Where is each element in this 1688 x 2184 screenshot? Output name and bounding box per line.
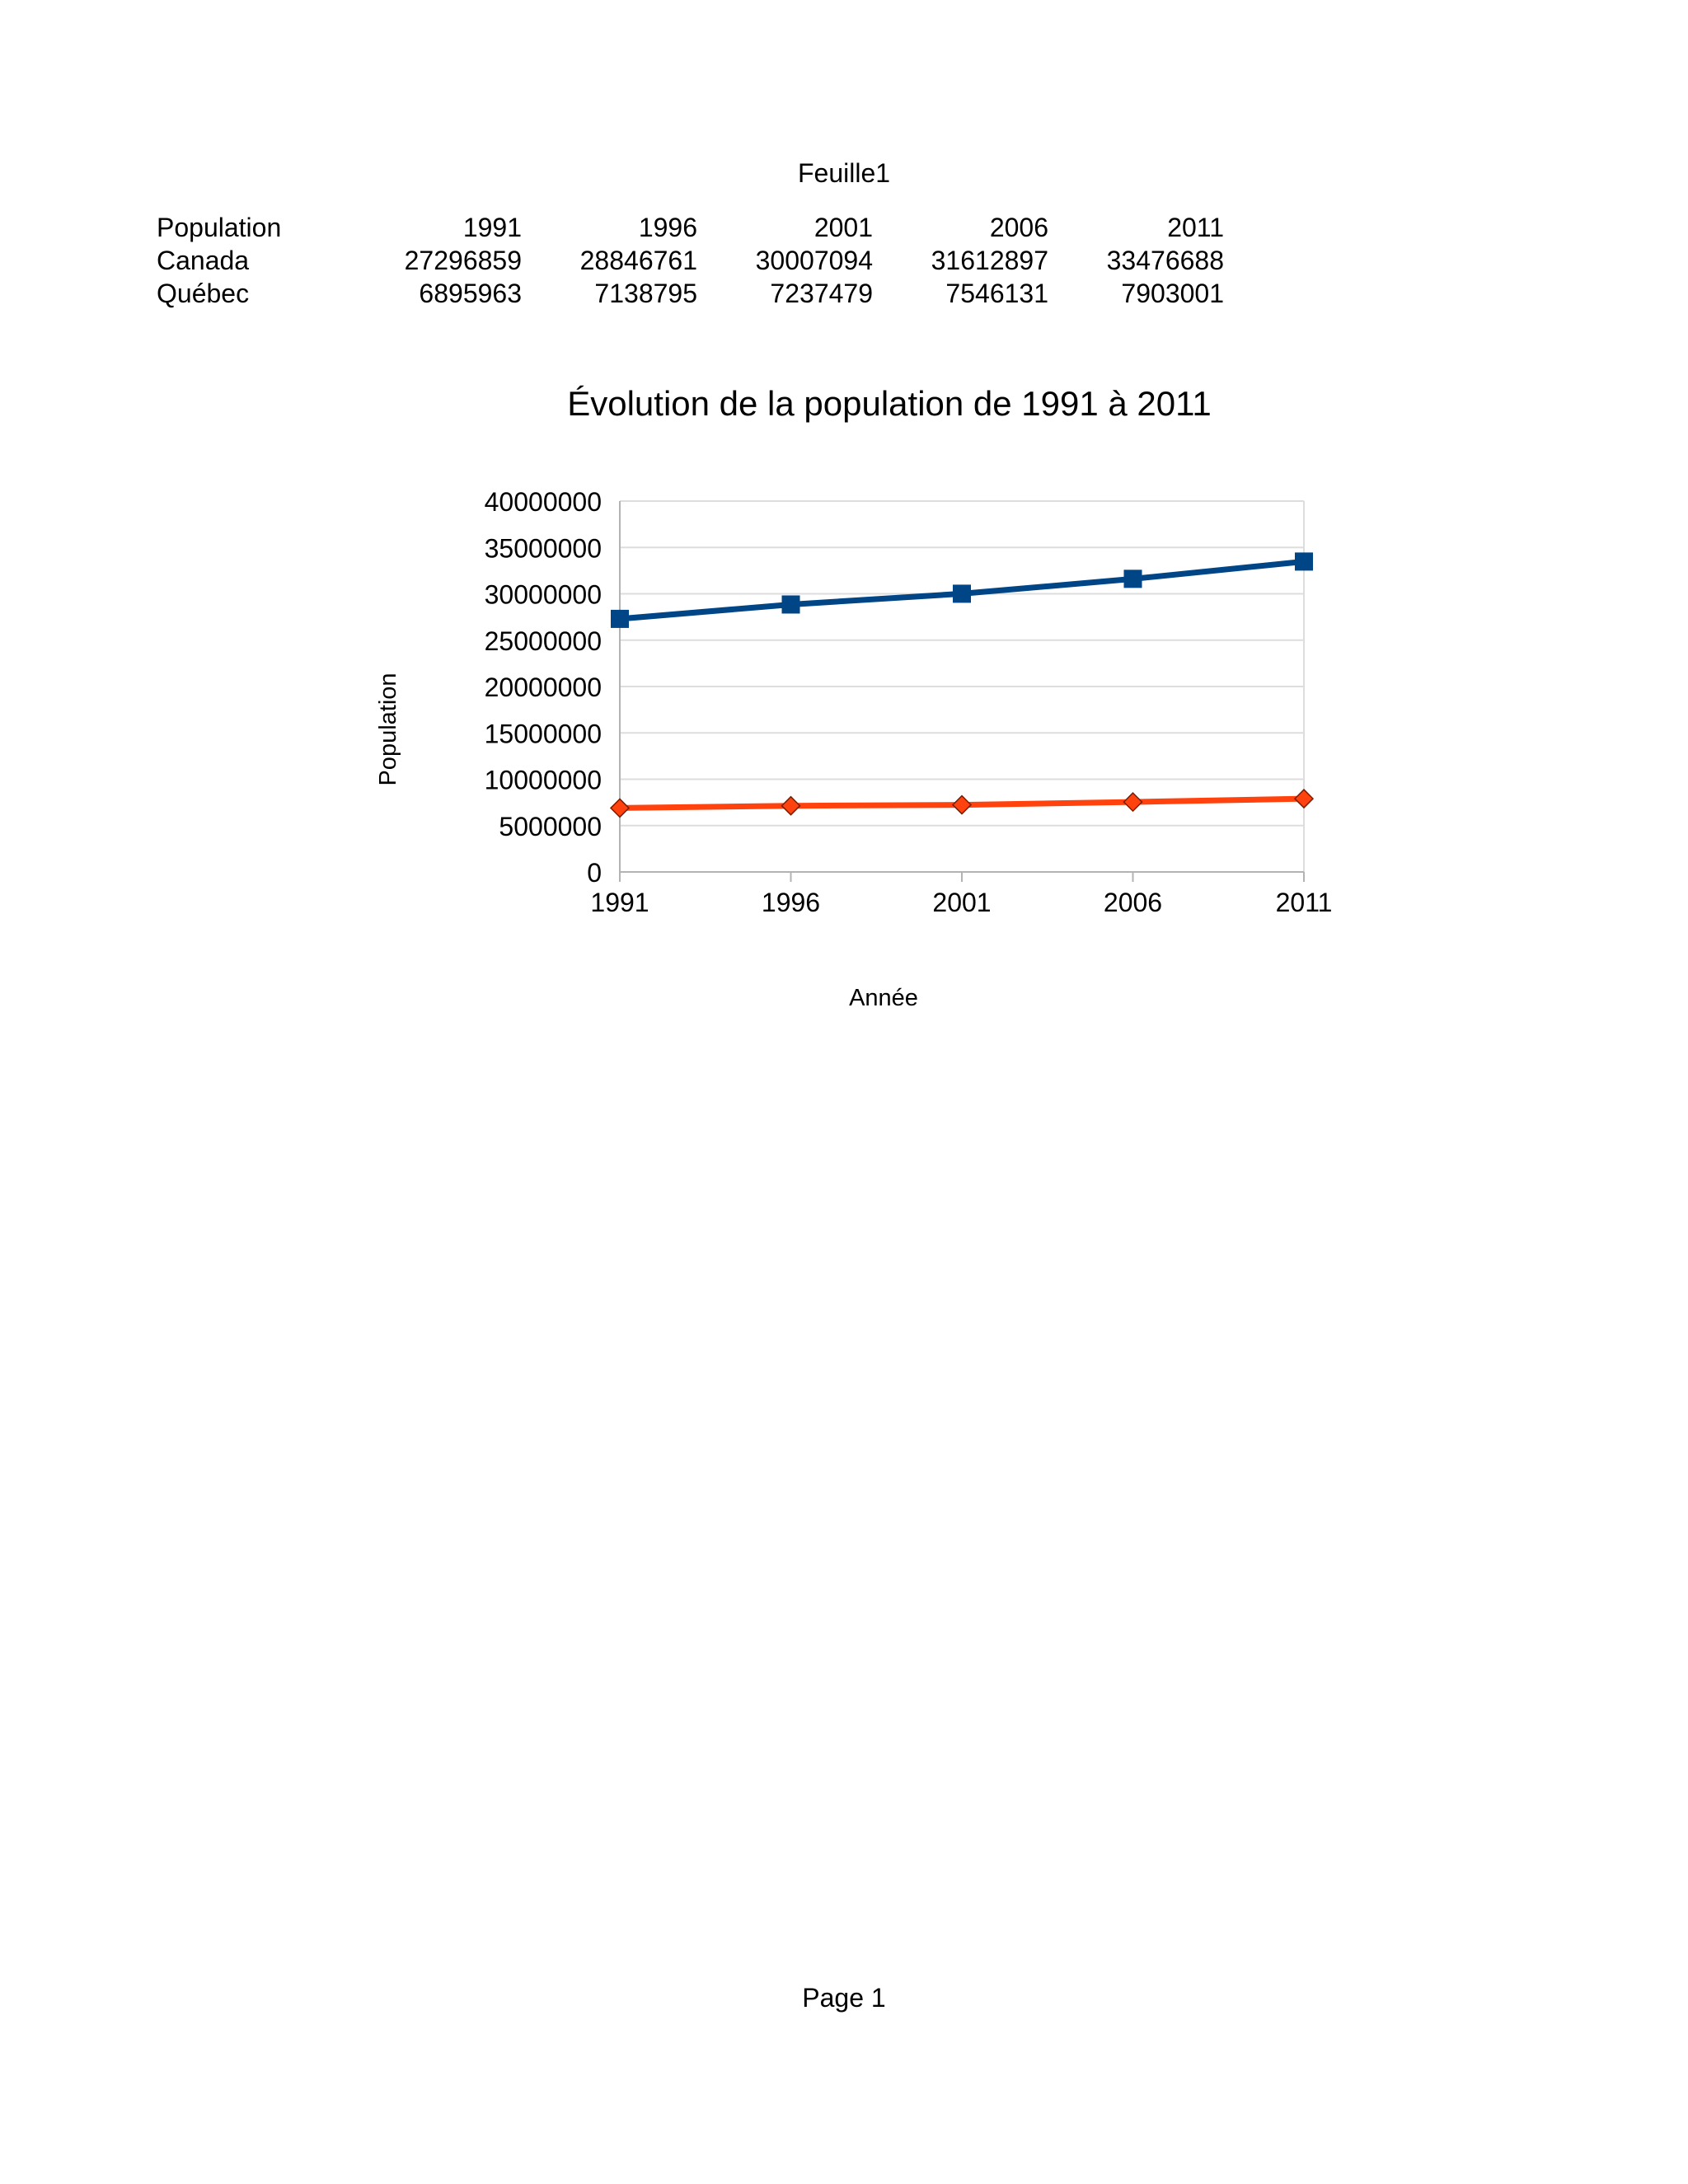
- sheet-title: Feuille1: [797, 158, 891, 188]
- series-marker-diamond: [1295, 790, 1313, 808]
- table-cell: 7546131: [945, 279, 1048, 308]
- table-cell: 33476688: [1106, 246, 1224, 275]
- series-marker-square: [1295, 552, 1313, 570]
- page-footer: Page 1: [802, 1983, 886, 2013]
- y-tick-label: 0: [587, 858, 602, 888]
- series-marker-diamond: [611, 799, 629, 817]
- table-header-year: 1991: [462, 213, 522, 242]
- line-chart: [0, 0, 1688, 1071]
- table-header-year: 2011: [1167, 213, 1224, 242]
- table-row-label: Québec: [157, 279, 250, 308]
- table-header-year: 2006: [989, 213, 1048, 242]
- table-header-year: 1996: [638, 213, 697, 242]
- table-cell: 7237479: [770, 279, 873, 308]
- x-axis-title: Année: [849, 985, 918, 1011]
- y-tick-label: 35000000: [484, 533, 602, 564]
- x-tick-label: 1991: [590, 888, 649, 917]
- table-row-label: Canada: [157, 246, 250, 275]
- table-cell: 6895963: [419, 279, 522, 308]
- table-header-label: Population: [157, 213, 282, 242]
- series-marker-diamond: [782, 797, 800, 815]
- x-tick-label: 2001: [932, 888, 992, 917]
- y-tick-label: 25000000: [484, 626, 602, 656]
- series-marker-diamond: [1124, 793, 1142, 811]
- table-cell: 27296859: [404, 246, 522, 275]
- y-tick-label: 15000000: [484, 719, 602, 749]
- y-tick-label: 20000000: [484, 673, 602, 702]
- series-marker-square: [611, 610, 629, 628]
- series-marker-square: [953, 584, 971, 602]
- x-tick-label: 2006: [1103, 888, 1163, 917]
- table-header-year: 2001: [814, 213, 873, 242]
- series-marker-diamond: [953, 796, 971, 814]
- series-marker-square: [782, 595, 800, 613]
- y-tick-label: 30000000: [484, 579, 602, 610]
- y-tick-label: 5000000: [499, 811, 602, 841]
- y-axis-title: Population: [375, 673, 401, 786]
- series-marker-square: [1124, 569, 1142, 588]
- y-tick-label: 10000000: [484, 765, 602, 795]
- table-cell: 28846761: [579, 246, 697, 275]
- y-tick-label: 40000000: [484, 487, 602, 517]
- x-tick-label: 1996: [761, 888, 821, 917]
- table-cell: 30007094: [755, 246, 873, 275]
- x-tick-label: 2011: [1275, 888, 1333, 917]
- table-cell: 7903001: [1121, 279, 1224, 308]
- chart-title: Évolution de la population de 1991 à 2011: [567, 384, 1212, 423]
- table-cell: 31612897: [931, 246, 1048, 275]
- table-cell: 7138795: [594, 279, 697, 308]
